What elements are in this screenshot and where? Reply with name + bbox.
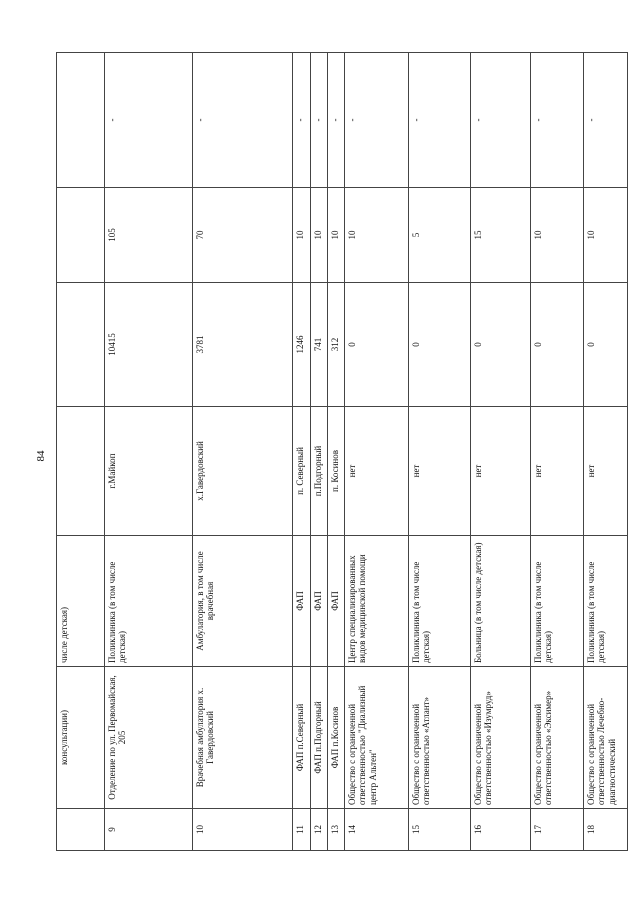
- value-1: 1246: [293, 283, 311, 407]
- row-number: 15: [409, 809, 471, 851]
- value-2: 10: [293, 188, 311, 283]
- facility-place: п.Подгорный: [311, 407, 328, 536]
- header-cell-v2: [57, 188, 105, 283]
- table-row: [531, 53, 584, 851]
- facility-name: Общество с ограниченной ответственностью Лечебно-диагностический: [584, 667, 628, 809]
- rotated-table-container: [56, 53, 627, 851]
- facility-type: Поликлиника (в том числе детская): [105, 536, 193, 667]
- value-3: -: [311, 53, 328, 188]
- row-number: 11: [293, 809, 311, 851]
- facility-name: Общество с ограниченной ответственностью "Диализный центр Альтен": [345, 667, 409, 809]
- facility-place: нет: [471, 407, 531, 536]
- facility-type: ФАП: [328, 536, 345, 667]
- value-2: 10: [328, 188, 345, 283]
- value-3: -: [345, 53, 409, 188]
- facility-name: ФАП п.Подгорный: [311, 667, 328, 809]
- facility-type: ФАП: [293, 536, 311, 667]
- facility-place: х.Гавердовский: [193, 407, 293, 536]
- value-1: 0: [409, 283, 471, 407]
- value-1: 741: [311, 283, 328, 407]
- value-1: 10415: [105, 283, 193, 407]
- value-1: 0: [531, 283, 584, 407]
- facility-name: ФАП п.Северный: [293, 667, 311, 809]
- table-row: [193, 53, 293, 851]
- facility-type: Амбулатория, в том числе врачебная: [193, 536, 293, 667]
- facility-type: Поликлиника (в том числе детская): [584, 536, 628, 667]
- page-number: 84: [35, 450, 47, 462]
- table-row: [328, 53, 345, 851]
- row-number: 9: [105, 809, 193, 851]
- facility-place: нет: [584, 407, 628, 536]
- table-row: [345, 53, 409, 851]
- facility-name: Отделение по ул. Первомайская, 205: [105, 667, 193, 809]
- value-3: -: [293, 53, 311, 188]
- header-cell-name: консультации): [57, 667, 105, 809]
- row-number: 12: [311, 809, 328, 851]
- value-2: 70: [193, 188, 293, 283]
- value-1: 312: [328, 283, 345, 407]
- table-row: [471, 53, 531, 851]
- header-cell-type: числе детская): [57, 536, 105, 667]
- table-row: [311, 53, 328, 851]
- row-number: 16: [471, 809, 531, 851]
- value-2: 105: [105, 188, 193, 283]
- value-2: 5: [409, 188, 471, 283]
- value-3: -: [584, 53, 628, 188]
- facility-name: ФАП п.Косинов: [328, 667, 345, 809]
- row-number: 17: [531, 809, 584, 851]
- facility-name: Врачебная амбулатория х. Гавердовский: [193, 667, 293, 809]
- header-cell-number: [57, 809, 105, 851]
- value-3: -: [409, 53, 471, 188]
- table-row: [409, 53, 471, 851]
- facility-place: п. Северный: [293, 407, 311, 536]
- header-cell-place: [57, 407, 105, 536]
- facility-name: Общество с ограниченной ответственностью «Изумруд»: [471, 667, 531, 809]
- table-row: [584, 53, 628, 851]
- value-3: -: [193, 53, 293, 188]
- header-cell-v3: [57, 53, 105, 188]
- facility-place: нет: [345, 407, 409, 536]
- row-number: 13: [328, 809, 345, 851]
- value-2: 10: [345, 188, 409, 283]
- table-row: [293, 53, 311, 851]
- value-2: 10: [584, 188, 628, 283]
- facilities-table: [56, 52, 628, 851]
- value-3: -: [328, 53, 345, 188]
- facility-type: Поликлиника (в том числе детская): [409, 536, 471, 667]
- value-1: 0: [345, 283, 409, 407]
- row-number: 14: [345, 809, 409, 851]
- value-3: -: [105, 53, 193, 188]
- value-2: 10: [311, 188, 328, 283]
- facility-name: Общество с ограниченной ответственностью «Эксимер»: [531, 667, 584, 809]
- table-row: [105, 53, 193, 851]
- value-2: 15: [471, 188, 531, 283]
- facility-type: Больница (в том числе детская): [471, 536, 531, 667]
- value-3: -: [471, 53, 531, 188]
- table-row-header: [57, 53, 105, 851]
- facility-place: г.Майкоп: [105, 407, 193, 536]
- row-number: 10: [193, 809, 293, 851]
- value-1: 3781: [193, 283, 293, 407]
- row-number: 18: [584, 809, 628, 851]
- facility-type: Поликлиника (в том числе детская): [531, 536, 584, 667]
- facility-name: Общество с ограниченной ответственностью «Атлант»: [409, 667, 471, 809]
- header-cell-v1: [57, 283, 105, 407]
- facility-place: нет: [409, 407, 471, 536]
- facility-place: п. Косинов: [328, 407, 345, 536]
- facility-type: ФАП: [311, 536, 328, 667]
- value-3: -: [531, 53, 584, 188]
- facility-type: Центр специализированных видов медицинской помощи: [345, 536, 409, 667]
- value-2: 10: [531, 188, 584, 283]
- facility-place: нет: [531, 407, 584, 536]
- value-1: 0: [584, 283, 628, 407]
- value-1: 0: [471, 283, 531, 407]
